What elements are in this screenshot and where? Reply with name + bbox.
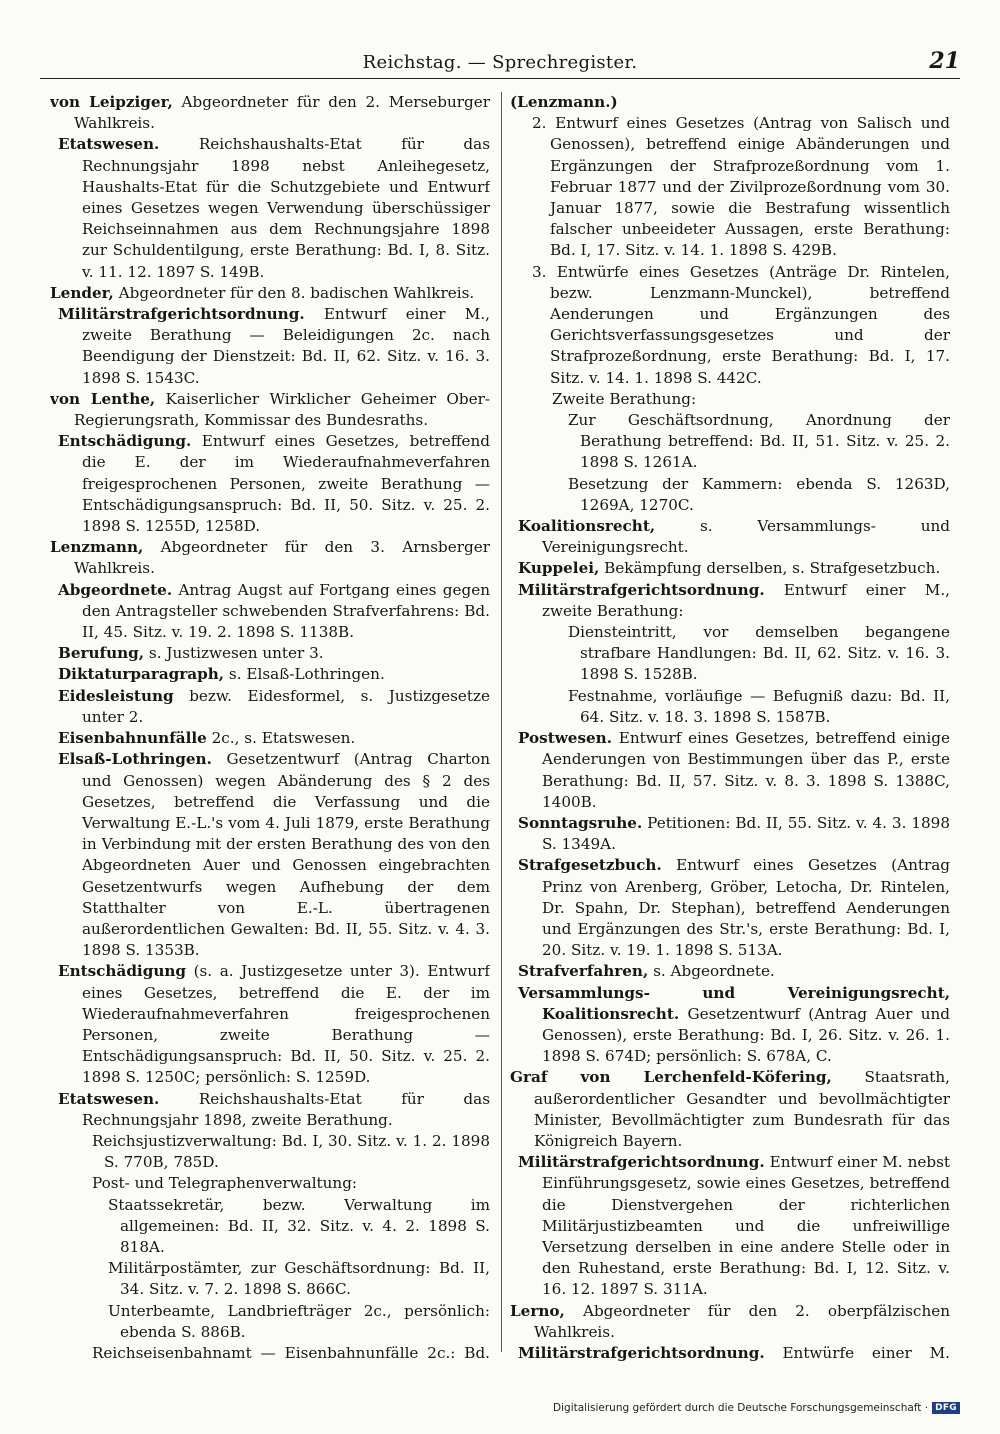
entry-text: 2c., s. Etatswesen. [206, 729, 356, 748]
entry-text: Entwurf eines Gesetzes (Antrag Prinz von Arenberg, Gröber, Letocha, Dr. Rintelen, Dr. Spahn, Dr. Stephan), betreffend Aenderungen und Ergänzungen des Str.'s, erste Berathung: Bd. I, 20. Sitz. v. 19. 1. 1898 S. 513A. [542, 856, 950, 960]
index-entry [50, 580, 490, 644]
entry-heading: Militärstrafgerichtsordnung. [518, 1153, 765, 1172]
entry-text: Staatsrath, außerordentlicher Gesandter und bevollmächtigter Minister, Bevollmächtigter zum Bundesrath für das Königreich Bayern. [534, 1068, 950, 1150]
index-entry [50, 1195, 490, 1259]
entry-heading: Elsaß-Lothringen. [58, 750, 212, 769]
index-entry [510, 113, 950, 261]
index-entry [50, 1301, 490, 1343]
running-title: Reichstag. — Sprechregister. [362, 52, 638, 73]
index-entry [50, 1089, 490, 1131]
entry-text: Besetzung der Kammern: ebenda S. 1263D, 1269A, 1270C. [568, 474, 950, 514]
entry-heading: Etatswesen. [58, 135, 160, 154]
index-entry [50, 749, 490, 961]
entry-text: Gesetzentwurf (Antrag Auer und Genossen), erste Berathung: Bd. I, 26. Sitz. v. 26. 1. 1898 S. 674D; persönlich: S. 678A, C. [542, 1004, 950, 1066]
page-number: 21 [929, 48, 960, 74]
index-entry [510, 686, 950, 728]
entry-heading: von Lenthe, [50, 389, 156, 408]
entry-heading: (Lenzmann.) [510, 93, 618, 111]
entry-heading: Strafgesetzbuch. [518, 856, 662, 875]
index-entry [50, 1131, 490, 1173]
index-entry [50, 961, 490, 1088]
entry-heading: Entschädigung. [58, 432, 192, 451]
entry-text: Abgeordneter für den 8. badischen Wahlkreis. [113, 283, 475, 302]
entry-text: Entwurf einer M., zweite Berathung: [542, 580, 950, 620]
index-entry [50, 1343, 490, 1364]
entry-heading: Eisenbahnunfälle [58, 729, 207, 748]
entry-text: s. Elsaß-Lothringen. [224, 665, 385, 684]
right-column [510, 92, 950, 1364]
entry-text: Reichseisenbahnamt — Eisenbahnunfälle 2c.: Bd. [92, 1343, 490, 1362]
entry-heading: Diktaturparagraph, [58, 665, 225, 684]
index-entry [50, 537, 490, 579]
entry-heading: Militärstrafgerichtsordnung. [518, 1343, 765, 1362]
entry-text: Abgeordneter für den 2. oberpfälzischen Wahlkreis. [534, 1301, 950, 1341]
entry-text: Entwurf eines Gesetzes, betreffend einige Aenderungen von Bestimmungen über das P., erste Berathung: Bd. II, 57. Sitz. v. 8. 3. 1898 S. 1388C, 1400B. [542, 729, 950, 811]
index-entry [510, 558, 950, 579]
entry-text: Abgeordneter für den 2. Merseburger Wahlkreis. [74, 93, 490, 133]
entry-text: Festnahme, vorläufige — Befugniß dazu: Bd. II, 64. Sitz. v. 18. 3. 1898 S. 1587B. [568, 686, 950, 726]
index-entry [510, 262, 950, 389]
index-entry [510, 728, 950, 813]
index-entry [50, 1173, 490, 1194]
entry-text: Reichsjustizverwaltung: Bd. I, 30. Sitz. v. 1. 2. 1898 S. 770B, 785D. [92, 1131, 490, 1172]
index-entry [50, 686, 490, 728]
entry-text: (s. a. Justizgesetze unter 3). Entwurf eines Gesetzes, betreffend die E. der im Wiederaufnahmeverfahren freigesprochenen Personen, zweite Berathung — Entschädigungsanspruch: Bd. II, 50. Sitz. v. 25. 2. 1898 S. 1250C; persönlich: S. 1259D. [82, 962, 490, 1087]
left-column [50, 92, 490, 1364]
index-entry [510, 410, 950, 474]
footer-credit: Digitalisierung gefördert durch die Deutsche Forschungsgemeinschaft · [553, 1402, 929, 1414]
entry-text: Gesetzentwurf (Antrag Charton und Genossen) wegen Abänderung des § 2 des Gesetzes, betreffend die Verfassung und die Verwaltung E.-L.'s vom 4. Juli 1879, erste Berathung in Verbindung mit der ersten Berathung des von den Abgeordneten Auer und Genossen eingebrachten Gesetzentwurfs wegen Aufhebung der dem Statthalter von E.-L. übertragenen außerordentlichen Gewalten: Bd. II, 55. Sitz. v. 4. 3. 1898 S. 1353B. [82, 750, 490, 960]
index-entry [510, 92, 950, 113]
index-entry [510, 1301, 950, 1343]
entry-heading: Militärstrafgerichtsordnung. [58, 305, 305, 324]
entry-text: Antrag Augst auf Fortgang eines gegen den Antragsteller schwebenden Strafverfahrens: Bd. II, 45. Sitz. v. 19. 2. 1898 S. 1138B. [82, 580, 490, 642]
entry-text: Entwurf einer M., zweite Berathung — Beleidigungen 2c. nach Beendigung der Dienstzeit: Bd. II, 62. Sitz. v. 16. 3. 1898 S. 1543C. [82, 305, 490, 387]
index-entry [510, 1152, 950, 1300]
entry-text: Entwurf einer M. nebst Einführungsgesetz, sowie eines Gesetzes, betreffend die Dienstvergehen der richterlichen Militärjustizbeamten und die unfreiwillige Versetzung derselben in eine andere Stelle oder in den Ruhestand, erste Berathung: Bd. I, 12. Sitz. v. 16. 12. 1897 S. 311A. [542, 1153, 950, 1299]
index-entry [510, 813, 950, 855]
entry-text: s. Versammlungs- und Vereinigungsrecht. [542, 517, 950, 557]
index-entry [510, 580, 950, 622]
entry-heading: Abgeordnete. [58, 580, 173, 599]
index-entry [50, 92, 490, 134]
entry-heading: Lenzmann, [50, 538, 144, 557]
entry-text: bezw. Eidesformel, s. Justizgesetze unter 2. [82, 686, 490, 726]
entry-heading: Militärstrafgerichtsordnung. [518, 580, 765, 599]
entry-heading: Etatswesen. [58, 1089, 160, 1108]
entry-heading: Lerno, [510, 1301, 565, 1320]
index-entry [510, 622, 950, 686]
entry-text: Zweite Berathung: [552, 389, 697, 408]
entry-heading: Graf von Lerchenfeld-Köfering, [510, 1068, 832, 1087]
index-entry [50, 431, 490, 537]
index-entry [510, 855, 950, 961]
index-entry [50, 664, 490, 685]
entry-text: 2. Entwurf eines Gesetzes (Antrag von Salisch und Genossen), betreffend einige Abänderungen und Ergänzungen der Strafprozeßordnung vom 1. Februar 1877 und der Zivilprozeßordnung vom 30. Januar 1877, sowie die Bestrafung wissentlich falscher unbeeideter Aussagen, erste Berathung: Bd. I, 17. Sitz. v. 14. 1. 1898 S. 429B. [532, 114, 950, 260]
index-entry [50, 728, 490, 749]
entry-heading: Eidesleistung [58, 686, 174, 705]
index-entry [510, 516, 950, 558]
index-entry [510, 961, 950, 982]
index-entry [510, 389, 950, 410]
index-entry [50, 134, 490, 282]
index-entry [50, 1258, 490, 1300]
index-entry [50, 304, 490, 389]
entry-heading: Kuppelei, [518, 559, 600, 578]
column-divider [501, 92, 502, 1352]
index-entry [50, 389, 490, 431]
entry-text: Zur Geschäftsordnung, Anordnung der Berathung betreffend: Bd. II, 51. Sitz. v. 25. 2. 1898 S. 1261A. [568, 411, 950, 472]
entry-text: Entwurf eines Gesetzes, betreffend die E. der im Wiederaufnahmeverfahren freigesprochenen Personen, zweite Berathung — Entschädigungsanspruch: Bd. II, 50. Sitz. v. 25. 2. 1898 S. 1255D, 1258D. [82, 432, 490, 536]
entry-text: Abgeordneter für den 3. Arnsberger Wahlkreis. [74, 538, 490, 578]
entry-text: Reichshaushalts-Etat für das Rechnungsjahr 1898 nebst Anleihegesetz, Haushalts-Etat für die Schutzgebiete und Entwurf eines Gesetzes wegen Verwendung überschüssiger Reichseinnahmen aus dem Rechnungsjahre 1898 zur Schuldentilgung, erste Berathung: Bd. I, 8. Sitz. v. 11. 12. 1897 S. 149B. [82, 135, 490, 281]
entry-heading: Strafverfahren, [518, 962, 649, 981]
entry-text: Petitionen: Bd. II, 55. Sitz. v. 4. 3. 1898 S. 1349A. [542, 813, 950, 854]
entry-heading: Koalitionsrecht, [518, 517, 656, 536]
entry-heading: Berufung, [58, 644, 145, 663]
entry-text: Diensteintritt, vor demselben begangene strafbare Handlungen: Bd. II, 62. Sitz. v. 16. 3. 1898 S. 1528B. [568, 623, 950, 684]
entry-text: Entwürfe einer M. [782, 1343, 950, 1362]
index-entry [510, 474, 950, 516]
index-entry [50, 283, 490, 304]
entry-text: 3. Entwürfe eines Gesetzes (Anträge Dr. Rintelen, bezw. Lenzmann-Munckel), betreffend Aenderungen und Ergänzungen des Gerichtsverfassungsgesetzes und der Strafprozeßordnung, erste Berathung: Bd. I, 17. Sitz. v. 14. 1. 1898 S. 442C. [532, 262, 950, 387]
index-entry [50, 643, 490, 664]
entry-text: Bekämpfung derselben, s. Strafgesetzbuch. [599, 559, 941, 578]
index-entry [510, 983, 950, 1068]
entry-text: Staatssekretär, bezw. Verwaltung im allgemeinen: Bd. II, 32. Sitz. v. 4. 2. 1898 S. 818A. [108, 1195, 490, 1256]
entry-text: Unterbeamte, Landbriefträger 2c., persönlich: ebenda S. 886B. [108, 1301, 490, 1341]
entry-text: Post- und Telegraphenverwaltung: [92, 1174, 358, 1193]
entry-text: Militärpostämter, zur Geschäftsordnung: Bd. II, 34. Sitz. v. 7. 2. 1898 S. 866C. [108, 1259, 490, 1299]
entry-text: Kaiserlicher Wirklicher Geheimer Ober-Regierungsrath, Kommissar des Bundesraths. [74, 389, 490, 430]
entry-heading: Postwesen. [518, 729, 612, 748]
index-entry [510, 1343, 950, 1364]
entry-heading: Versammlungs- und Vereinigungsrecht, Koalitionsrecht. [518, 983, 950, 1023]
entry-text: s. Justizwesen unter 3. [144, 644, 324, 663]
dfg-logo: DFG [932, 1402, 960, 1414]
entry-heading: Entschädigung [58, 962, 187, 981]
entry-heading: von Leipziger, [50, 93, 173, 111]
entry-heading: Lender, [50, 283, 114, 302]
entry-heading: Sonntagsruhe. [518, 813, 643, 832]
page-header [40, 48, 960, 79]
index-entry [510, 1067, 950, 1152]
footer [553, 1402, 960, 1414]
entry-text: Reichshaushalts-Etat für das Rechnungsjahr 1898, zweite Berathung. [82, 1089, 490, 1129]
entry-text: s. Abgeordnete. [648, 962, 775, 981]
